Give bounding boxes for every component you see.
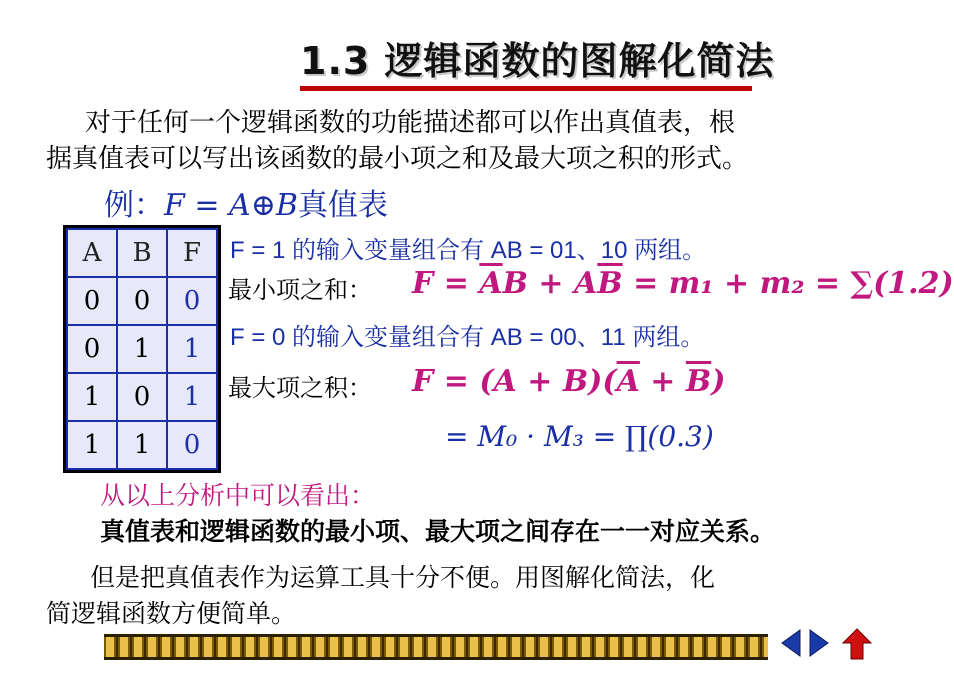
example-heading: [104, 180, 388, 224]
conclusion-text: 真值表和逻辑函数的最小项、最大项之间存在一一对应关系。: [100, 517, 776, 546]
cell-b: 0: [117, 373, 167, 421]
min-sum-formula: [412, 266, 954, 301]
table-header-row: [67, 229, 217, 277]
note-line-1: 但是把真值表作为运算工具十分不便。用图解化简法，化: [90, 563, 716, 592]
max-prod-plus: +: [639, 364, 686, 399]
cell-f: 1: [167, 325, 217, 373]
header-b: B: [117, 229, 167, 277]
note-line-2: 简逻辑函数方便简单。: [46, 599, 297, 628]
header-a: A: [67, 229, 117, 277]
cell-b: 1: [117, 325, 167, 373]
prev-slide-button[interactable]: [780, 628, 802, 658]
cell-a: 0: [67, 325, 117, 373]
truth-table: [66, 228, 218, 470]
conclusion-heading: 从以上分析中可以看出：: [100, 481, 376, 510]
prev-arrow-icon: [780, 628, 802, 658]
table-row: [67, 421, 217, 469]
min-sum-lhs: F =: [412, 266, 480, 301]
header-f: F: [167, 229, 217, 277]
intro-line-1: 对于任何一个逻辑函数的功能描述都可以作出真值表，根: [85, 108, 736, 138]
min-sum-term1-bar: $\overline{A}$: [479, 266, 503, 301]
cell-a: 1: [67, 373, 117, 421]
cell-b: 1: [117, 421, 167, 469]
max-prod-bar-a: $\overline{A}$: [616, 364, 640, 399]
example-formula: F = A⊕B: [164, 188, 298, 223]
next-arrow-icon: [808, 628, 830, 658]
min-sum-rhs: = m₁ + m₂ = ∑(1.2): [622, 266, 954, 301]
max-prod-formula: [412, 364, 725, 399]
title-underline: [300, 86, 752, 91]
home-up-arrow-icon: [842, 628, 872, 660]
cell-f: 1: [167, 373, 217, 421]
decorative-footer-band: [104, 634, 768, 660]
cell-b: 0: [117, 277, 167, 325]
table-row: [67, 373, 217, 421]
min-sum-term2-bar: $\overline{B}$: [597, 266, 623, 301]
max-prod-close: ): [711, 364, 726, 399]
cell-a: 0: [67, 277, 117, 325]
intro-line-2: 据真值表可以写出该函数的最小项之和及最大项之积的形式。: [46, 144, 749, 174]
max-prod-label: 最大项之积：: [228, 374, 372, 402]
home-button[interactable]: [842, 628, 872, 660]
max-prod-bar-b: $\overline{B}$: [685, 364, 712, 399]
cell-f: 0: [167, 277, 217, 325]
min-sum-term1b: B + A: [502, 266, 598, 301]
example-suffix: 真值表: [297, 188, 388, 223]
table-row: [67, 325, 217, 373]
max-prod-part-a: F = (A + B)(: [412, 364, 617, 399]
slide-title: 1.3 逻辑函数的图解化简法: [300, 39, 775, 83]
f-equals-0-text: F = 0 的输入变量组合有 AB = 00、11 两组。: [230, 324, 705, 351]
min-sum-label: 最小项之和：: [228, 276, 372, 304]
f-equals-1-text: F = 1 的输入变量组合有 AB = 01、10 两组。: [230, 237, 707, 264]
max-prod-formula-line2: = M₀ · M₃ = ∏(0.3): [445, 420, 714, 453]
example-prefix: 例：: [104, 188, 164, 223]
cell-a: 1: [67, 421, 117, 469]
table-row: [67, 277, 217, 325]
cell-f: 0: [167, 421, 217, 469]
next-slide-button[interactable]: [808, 628, 830, 658]
